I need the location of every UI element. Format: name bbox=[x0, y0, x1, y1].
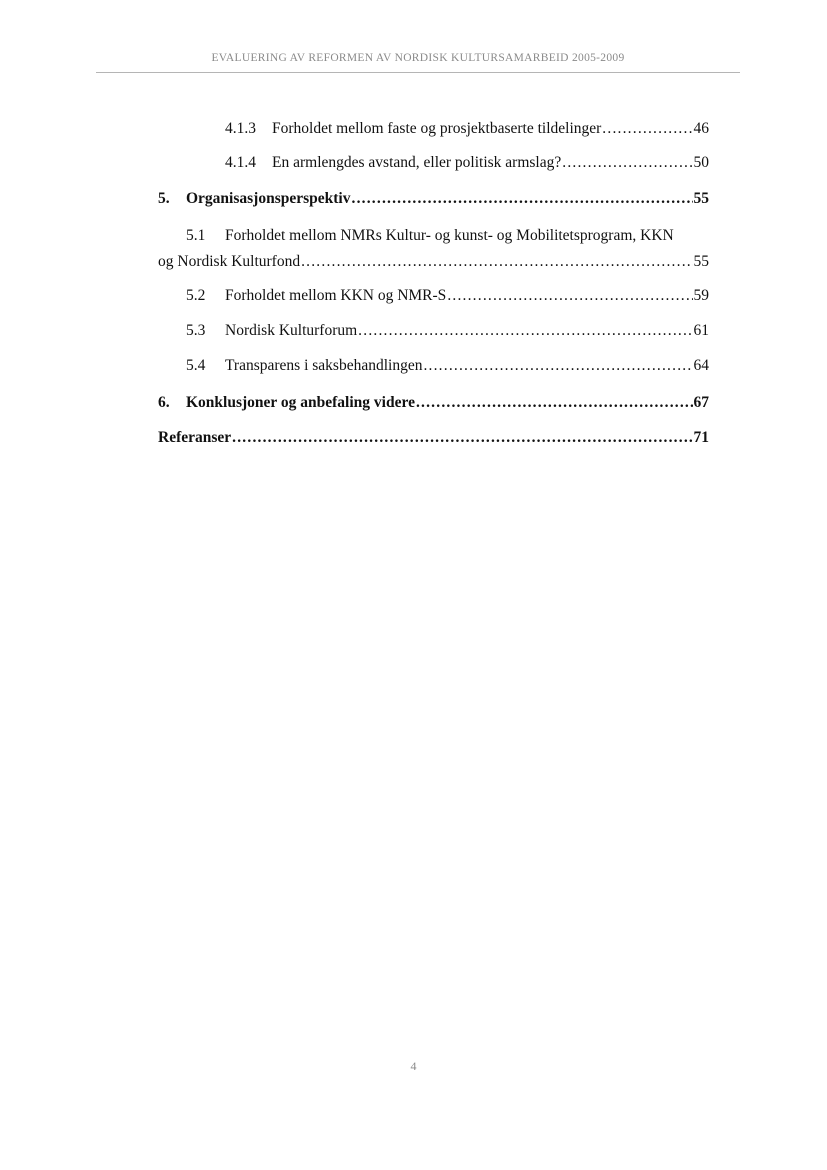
toc-entry-5[interactable] bbox=[158, 189, 709, 209]
toc-entry-title: Forholdet mellom faste og prosjektbaserte tildelinger bbox=[272, 120, 602, 137]
toc-entry-page: 55 bbox=[693, 190, 709, 207]
toc-entry-page: 50 bbox=[693, 154, 709, 171]
toc-entry-page: 55 bbox=[693, 253, 709, 270]
page-number: 4 bbox=[410, 1059, 417, 1073]
toc-entry-title-line1: Forholdet mellom NMRs Kultur- og kunst- og Mobilitetsprogram, KKN bbox=[225, 227, 674, 244]
dot-leader bbox=[416, 393, 693, 413]
toc-entry-page: 67 bbox=[693, 394, 709, 411]
toc-entry-page: 61 bbox=[693, 322, 709, 339]
toc-entry-number: 4.1.4 bbox=[225, 154, 256, 171]
toc-entry-page: 64 bbox=[693, 357, 709, 374]
toc-entry-title: Transparens i saksbehandlingen bbox=[225, 357, 423, 374]
toc-entry-title: Nordisk Kulturforum bbox=[225, 322, 358, 339]
table-of-contents bbox=[158, 0, 709, 460]
toc-entry-4-1-4[interactable] bbox=[158, 153, 709, 173]
toc-entry-title-line2: og Nordisk Kulturfond bbox=[158, 253, 301, 270]
toc-entry-4-1-3[interactable] bbox=[158, 119, 709, 139]
toc-entry-5-4[interactable] bbox=[158, 356, 709, 376]
toc-entry-5-3[interactable] bbox=[158, 321, 709, 341]
dot-leader bbox=[232, 428, 692, 448]
dot-leader bbox=[447, 286, 692, 306]
toc-entry-number: 6. bbox=[158, 394, 170, 411]
toc-entry-title: Organisasjonsperspektiv bbox=[186, 190, 351, 207]
toc-entry-5-2[interactable] bbox=[158, 286, 709, 306]
toc-entry-number: 5. bbox=[158, 190, 170, 207]
dot-leader bbox=[562, 153, 692, 173]
dot-leader bbox=[301, 252, 692, 272]
dot-leader bbox=[358, 321, 692, 341]
running-header: EVALUERING AV REFORMEN AV NORDISK KULTURSAMARBEID 2005-2009 bbox=[211, 52, 625, 64]
toc-entry-number: 5.1 bbox=[186, 227, 206, 244]
dot-leader bbox=[602, 119, 692, 139]
toc-entry-page: 46 bbox=[693, 120, 709, 137]
toc-entry-title: En armlengdes avstand, eller politisk armslag? bbox=[272, 154, 562, 171]
toc-entry-number: 5.3 bbox=[186, 322, 206, 339]
toc-entry-5-1[interactable] bbox=[158, 226, 709, 272]
dot-leader bbox=[423, 356, 692, 376]
toc-entry-referanser[interactable] bbox=[158, 428, 709, 448]
toc-entry-page: 59 bbox=[693, 287, 709, 304]
toc-entry-6[interactable] bbox=[158, 393, 709, 413]
toc-entry-number: 4.1.3 bbox=[225, 120, 256, 137]
toc-entry-number: 5.2 bbox=[186, 287, 206, 304]
toc-entry-title: Forholdet mellom KKN og NMR-S bbox=[225, 287, 447, 304]
toc-entry-title: Konklusjoner og anbefaling videre bbox=[186, 394, 415, 411]
toc-entry-page: 71 bbox=[693, 429, 709, 446]
toc-entry-title: Referanser bbox=[158, 429, 232, 446]
dot-leader bbox=[352, 189, 693, 209]
toc-entry-number: 5.4 bbox=[186, 357, 206, 374]
